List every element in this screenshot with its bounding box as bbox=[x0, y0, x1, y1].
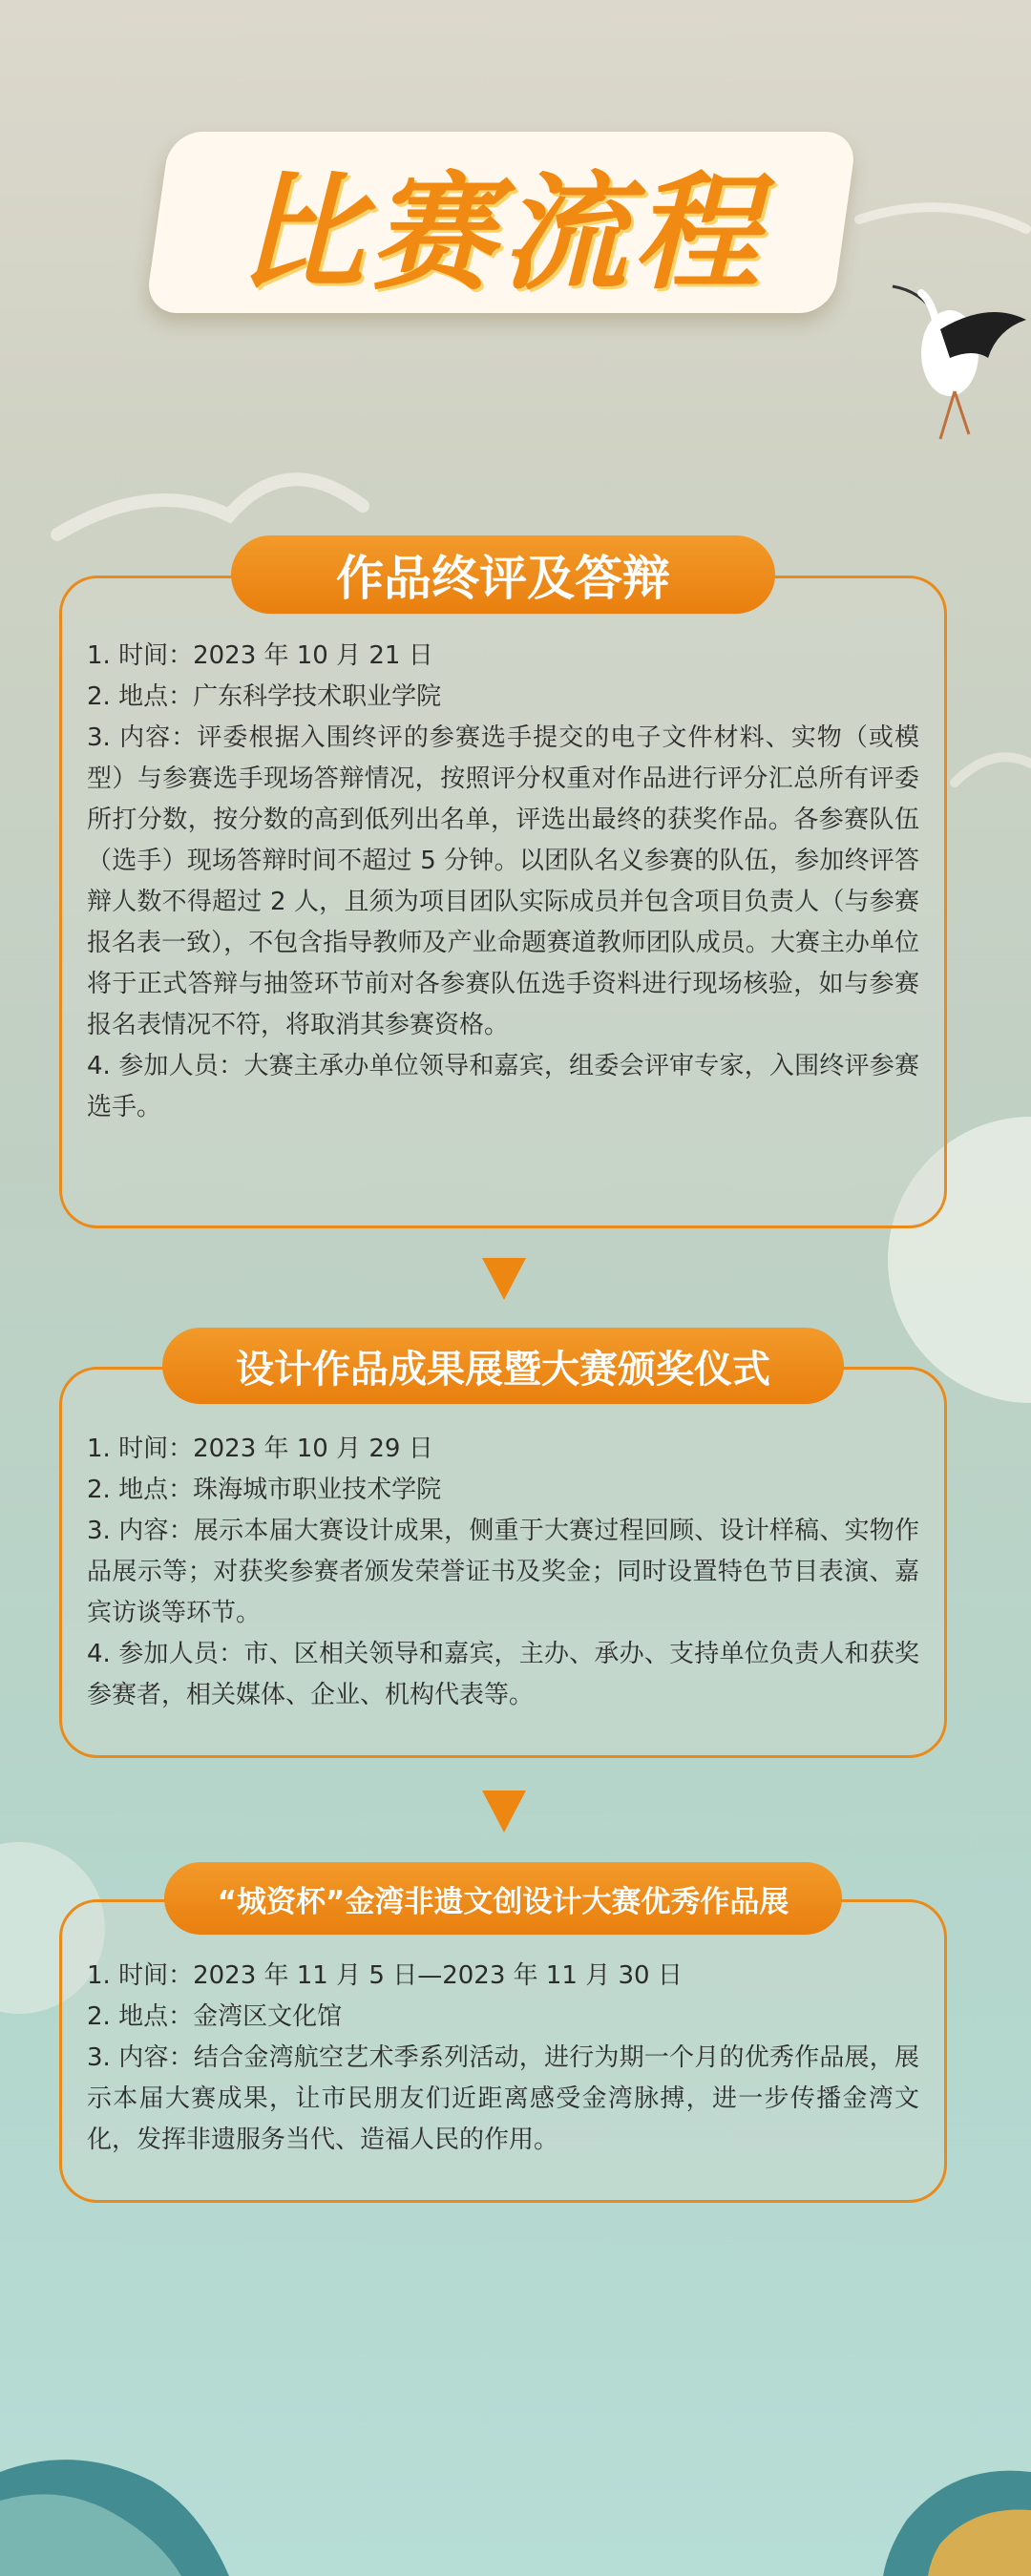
section-title: “城资杯”金湾非遗文创设计大赛优秀作品展 bbox=[217, 1884, 789, 1919]
list-item: 4. 参加人员：大赛主承办单位领导和嘉宾，组委会评审专家，入围终评参赛选手。 bbox=[87, 1052, 919, 1121]
section-title-pill bbox=[231, 535, 775, 614]
section-exhibition bbox=[59, 1884, 947, 2203]
list-item: 2. 地点：珠海城市职业技术学院 bbox=[87, 1476, 442, 1504]
list-item: 4. 参加人员：市、区相关领导和嘉宾，主办、承办、支持单位负责人和获奖参赛者，相关媒体、企业、机构代表等。 bbox=[87, 1640, 919, 1709]
section-title-pill bbox=[164, 1862, 842, 1935]
main-title-banner bbox=[158, 132, 845, 313]
list-item: 1. 时间：2023 年 10 月 21 日 bbox=[87, 641, 433, 670]
list-item: 2. 地点：广东科学技术职业学院 bbox=[87, 682, 442, 711]
section-title: 作品终评及答辩 bbox=[336, 551, 670, 606]
list-item: 3. 内容：评委根据入围终评的参赛选手提交的电子文件材料、实物（或模型）与参赛选手现场答辩情况，按照评分权重对作品进行评分汇总所有评委所打分数，按分数的高到低列出名单，评选出最终的获奖作品。各参赛队伍（选手）现场答辩时间不超过 5 分钟。以团队名义参赛的队伍，参加终评答辩人数不得超过 2 人，且须为项目团队实际成员并包含项目负责人（与参赛报名表一致），不包含指导教师及产业命题赛道教师团队成员。大赛主办单位将于正式答辩与抽签环节前对各参赛队伍选手资料进行现场核验，如与参赛报名表情况不符，将取消其参赛资格。 bbox=[87, 723, 919, 1039]
list-item: 1. 时间：2023 年 11 月 5 日—2023 年 11 月 30 日 bbox=[87, 1961, 683, 1990]
section-title-pill bbox=[162, 1328, 844, 1404]
crane-illustration bbox=[883, 272, 1031, 453]
list-item: 3. 内容：展示本届大赛设计成果，侧重于大赛过程回顾、设计样稿、实物作品展示等；对获奖参赛者颁发荣誉证书及奖金；同时设置特色节目表演、嘉宾访谈等环节。 bbox=[87, 1517, 919, 1627]
page-title: 比赛流程 bbox=[238, 160, 765, 307]
section-award-ceremony bbox=[59, 1347, 947, 1758]
list-item: 3. 内容：结合金湾航空艺术季系列活动，进行为期一个月的优秀作品展，展示本届大赛成果，让市民朋友们近距离感受金湾脉搏，进一步传播金湾文化，发挥非遗服务当代、造福人民的作用。 bbox=[87, 2043, 919, 2154]
section-final-review bbox=[59, 551, 947, 1228]
list-item: 1. 时间：2023 年 10 月 29 日 bbox=[87, 1435, 433, 1463]
arrow-down-icon bbox=[482, 1791, 526, 1833]
section-title: 设计作品成果展暨大赛颁奖仪式 bbox=[236, 1347, 770, 1392]
list-item: 2. 地点：金湾区文化馆 bbox=[87, 2002, 343, 2031]
arrow-down-icon bbox=[482, 1258, 526, 1300]
